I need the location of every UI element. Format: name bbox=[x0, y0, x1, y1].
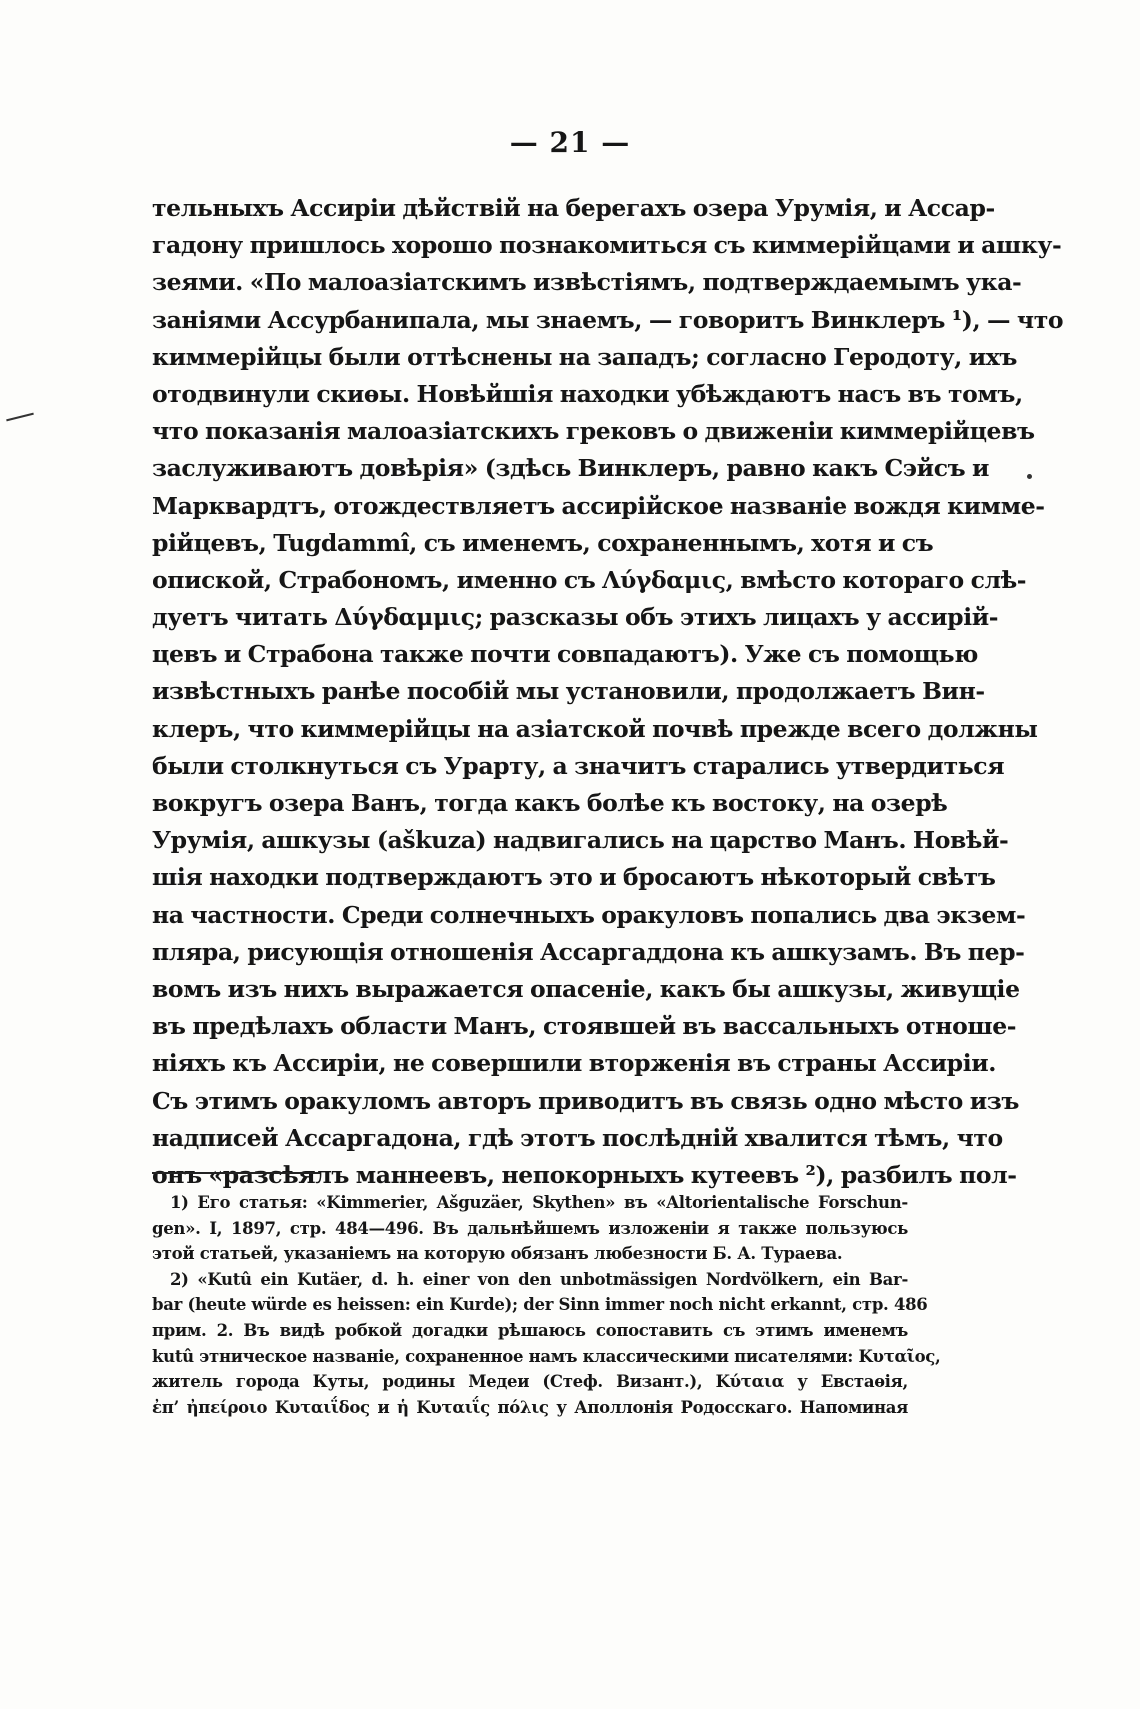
footnote-line: 2) «Kutû ein Kutäer, d. h. einer von den unbotmässigen Nordvölkern, ein Bar- bbox=[170, 1269, 908, 1289]
body-line: киммерійцы были оттѣснены на западъ; согласно Геродоту, ихъ bbox=[152, 342, 1018, 371]
footnote-separator bbox=[152, 1172, 320, 1174]
footnote-line: bar (heute würde es heissen: ein Kurde); der Sinn immer noch nicht erkannt, стр. 486 bbox=[152, 1295, 928, 1315]
body-line: что показанія малоазіатскихъ грековъ о движеніи киммерійцевъ bbox=[152, 417, 1035, 446]
footnote-line: этой статьей, указаніемъ на которую обязанъ любезности Б. А. Тураева. bbox=[152, 1244, 843, 1264]
footnote-1 bbox=[152, 1190, 908, 1267]
footnote-line: gen». I, 1897, стр. 484—496. Въ дальнѣйшемъ изложеніи я также пользуюсь bbox=[152, 1218, 908, 1238]
body-line: тельныхъ Ассиріи дѣйствій на берегахъ озера Урумія, и Ассар- bbox=[152, 194, 995, 222]
body-line: дуетъ читать Δύγδαμμις; разсказы объ этихъ лицахъ у ассирій- bbox=[152, 603, 999, 632]
footnote-line: житель города Куты, родины Медеи (Стеф. Визант.), Κύταια у Евстаѳія, bbox=[152, 1372, 908, 1392]
body-line: Марквардтъ, отождествляетъ ассирійское названіе вождя кимме- bbox=[152, 491, 1045, 520]
body-line: въ предѣлахъ области Манъ, стоявшей въ вассальныхъ отноше- bbox=[152, 1012, 1017, 1041]
body-line: на частности. Среди солнечныхъ оракуловъ попались два экзем- bbox=[152, 900, 1026, 929]
margin-ink-dot bbox=[1027, 474, 1032, 479]
footnotes bbox=[152, 1190, 941, 1420]
body-line: рійцевъ, Tugdammî, съ именемъ, сохраненнымъ, хотя и съ bbox=[152, 528, 934, 557]
footnote-2 bbox=[152, 1267, 941, 1421]
body-line: заслуживаютъ довѣрія» (здѣсь Винклеръ, равно какъ Сэйсъ и bbox=[152, 454, 990, 483]
body-line: цевъ и Страбона также почти совпадаютъ). Уже съ помощью bbox=[152, 640, 978, 669]
body-text bbox=[152, 190, 1064, 1194]
body-line: заніями Ассурбанипала, мы знаемъ, — говоритъ Винклеръ ¹), — что bbox=[152, 305, 1064, 334]
body-line: шія находки подтверждаютъ это и бросаютъ нѣкоторый свѣтъ bbox=[152, 863, 996, 892]
body-line: гадону пришлось хорошо познакомиться съ киммерійцами и ашку- bbox=[152, 231, 1062, 260]
body-line: клеръ, что киммерійцы на азіатской почвѣ прежде всего должны bbox=[152, 714, 1038, 743]
body-line: извѣстныхъ ранѣе пособій мы установили, продолжаетъ Вин- bbox=[152, 677, 985, 706]
body-line: ніяхъ къ Ассиріи, не совершили вторженія въ страны Ассиріи. bbox=[152, 1049, 997, 1078]
body-line: пляра, рисующія отношенія Ассаргаддона къ ашкузамъ. Въ пер- bbox=[152, 937, 1025, 966]
page-number: — 21 — bbox=[509, 126, 631, 159]
body-line: вокругъ озера Ванъ, тогда какъ болѣе къ востоку, на озерѣ bbox=[152, 789, 948, 817]
body-line: зеями. «По малоазіатскимъ извѣстіямъ, подтверждаемымъ ука- bbox=[152, 268, 1022, 297]
footnote-line: 1) Его статья: «Kimmerier, Ašguzäer, Skythen» въ «Altorientalische Forschun- bbox=[170, 1193, 908, 1212]
footnote-line: ἐπ’ ἠπείροιο Κυταιΐδος и ἡ Κυταιΐς πόλις у Аполлонія Родосскаго. Напоминая bbox=[152, 1397, 908, 1417]
body-line: опиской, Страбономъ, именно съ Λύγδαμις, вмѣсто котораго слѣ- bbox=[152, 565, 1027, 594]
body-line: были столкнуться съ Урарту, а значитъ старались утвердиться bbox=[152, 751, 1005, 780]
body-line: онъ «разсѣялъ маннеевъ, непокорныхъ кутеевъ ²), разбилъ пол- bbox=[152, 1160, 1017, 1189]
body-line: Урумія, ашкузы (aškuza) надвигались на царство Манъ. Новѣй- bbox=[152, 826, 1009, 855]
body-line: надписей Ассаргадона, гдѣ этотъ послѣдній хвалится тѣмъ, что bbox=[152, 1123, 1003, 1152]
body-line: отодвинули скиѳы. Новѣйшія находки убѣждаютъ насъ въ томъ, bbox=[152, 379, 1023, 408]
footnote-line: прим. 2. Въ видѣ робкой догадки рѣшаюсь сопоставить съ этимъ именемъ bbox=[152, 1320, 908, 1340]
footnote-line: kutû этническое названіе, сохраненное намъ классическими писателями: Κυταῖος, bbox=[152, 1346, 941, 1366]
body-line: вомъ изъ нихъ выражается опасеніе, какъ бы ашкузы, живущіе bbox=[152, 974, 1020, 1003]
margin-pencil-mark bbox=[6, 413, 34, 422]
body-line: Съ этимъ оракуломъ авторъ приводитъ въ связь одно мѣсто изъ bbox=[152, 1086, 1019, 1115]
